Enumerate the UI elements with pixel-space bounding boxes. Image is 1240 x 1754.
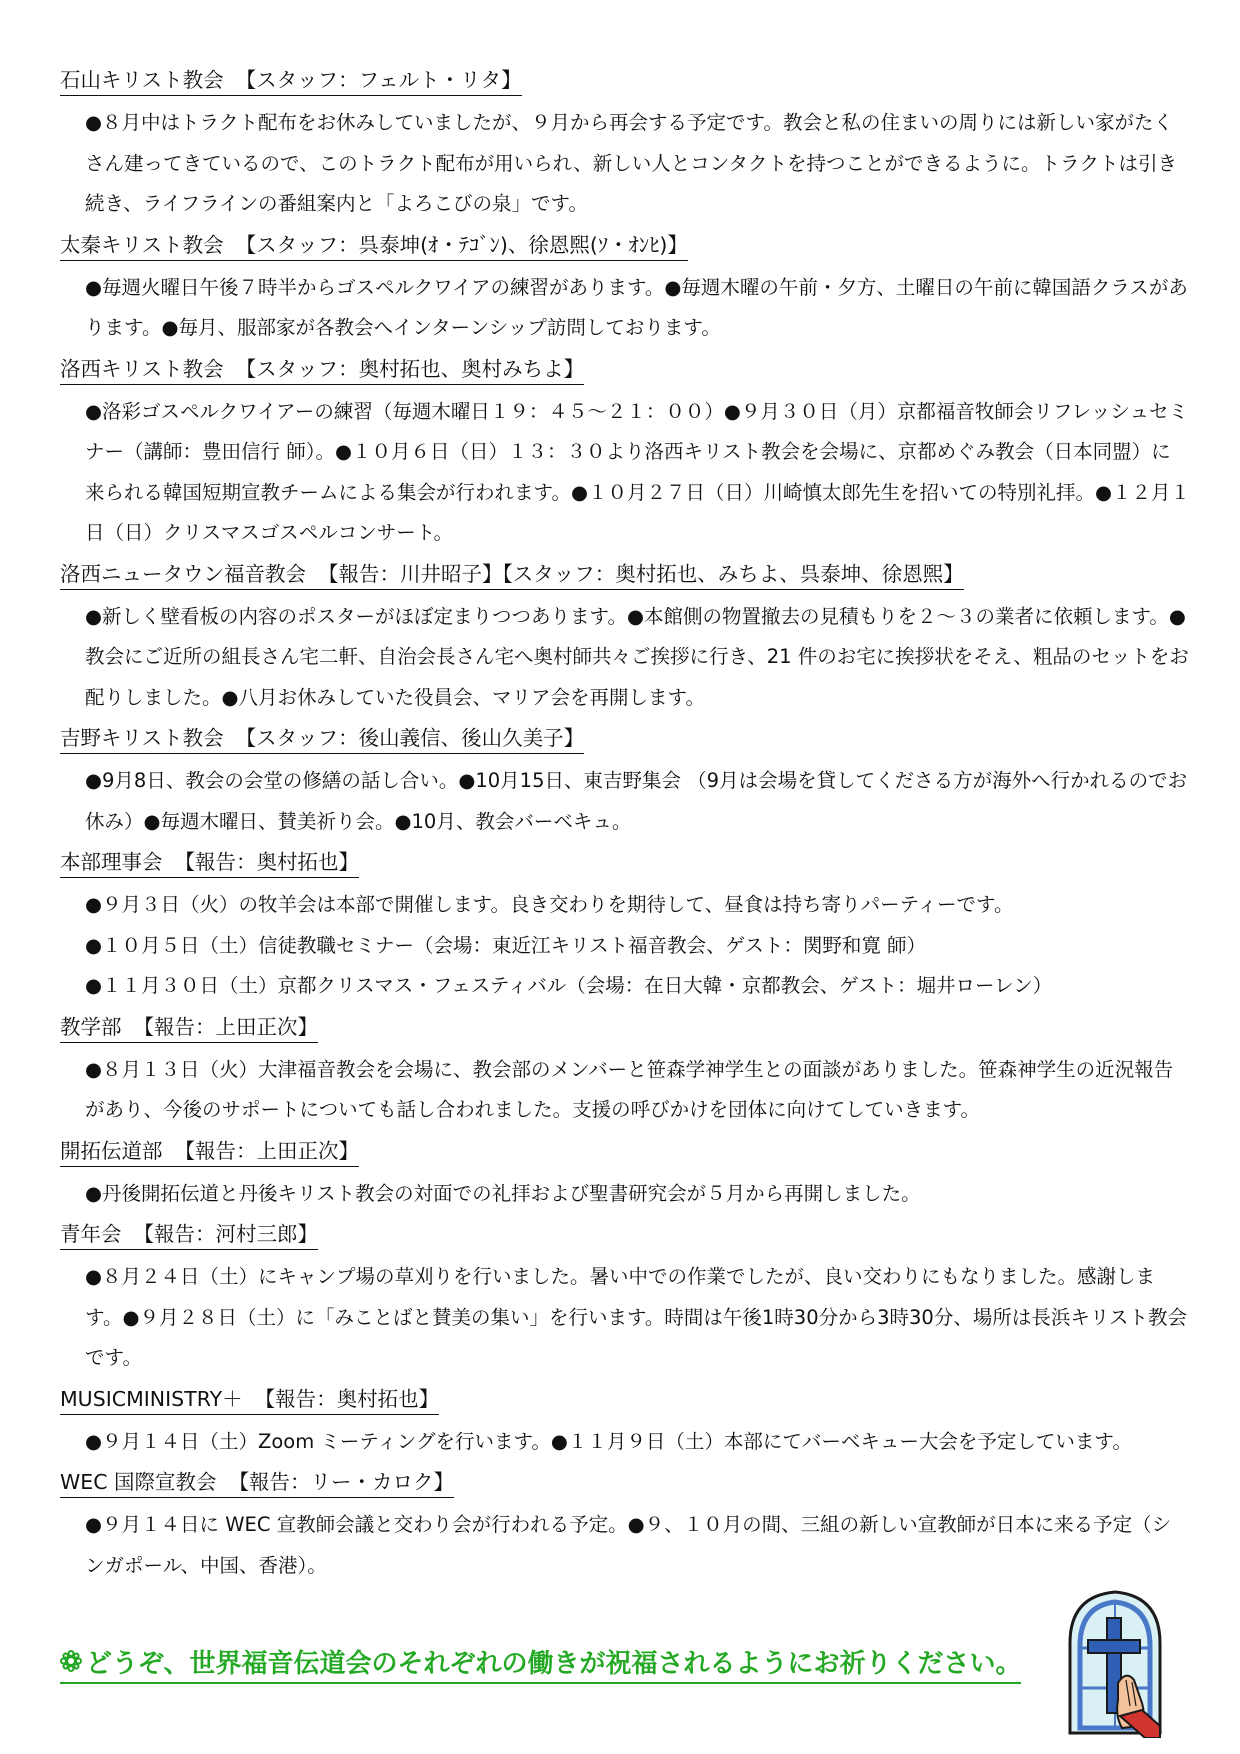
section-body: ●新しく壁看板の内容のポスターがほぼ定まりつつあります。●本館側の物置撤去の見積もりを２～３の業者に依頼します。●教会にご近所の組長さん宅二軒、自治会長さん宅へ奥村師共々ご挨拶に行き、21 件のお宅に挨拶状をそえ、粗品のセットをお配りしました。●八月お休みしていた役員会、マリア会を再開します。	[85, 604, 1189, 709]
section-heading	[60, 355, 584, 385]
footer-text: どうぞ、世界福音伝道会のそれぞれの働きが祝福されるようにお祈りください。	[86, 1649, 1022, 1679]
org-name: 吉野キリスト教会	[60, 726, 224, 750]
section-heading	[60, 1220, 318, 1250]
flower-icon	[60, 1649, 82, 1679]
section-body	[60, 885, 1190, 1007]
section-youth	[60, 1220, 1190, 1379]
section-body: ●洛彩ゴスペルクワイアーの練習（毎週木曜日１９：４５～２１：００）●９月３０日（月）京都福音牧師会リフレッシュセミナー（講師：豊田信行 師）。●１０月６日（日）１３：３０より洛西キリスト教会を会場に、京都めぐみ教会（日本同盟）に来られる韓国短期宣教チームによる集会が行われます。●１０月２７日（日）川崎慎太郎先生を招いての特別礼拝。●１２月１日（日）クリスマスゴスペルコンサート。	[85, 399, 1190, 544]
section-body: ●９月１４日に WEC 宣教師会議と交わり会が行われる予定。●９、１０月の間、三組の新しい宣教師が日本に来る予定（シンガポール、中国、香港）。	[85, 1513, 1172, 1577]
staff-bracket: 【報告：奥村拓也】	[174, 850, 359, 874]
section-heading	[60, 231, 688, 261]
body-line: ●１０月５日（土）信徒教職セミナー（会場：東近江キリスト福音教会、ゲスト：関野和寛 師）	[85, 933, 927, 957]
staff-bracket: 【スタッフ：後山義信、後山久美子】	[235, 726, 585, 750]
org-name: 開拓伝道部	[60, 1138, 163, 1163]
section-wec	[60, 1468, 1190, 1586]
section-music-ministry	[60, 1385, 1190, 1463]
org-name: 教学部	[60, 1014, 122, 1039]
staff-bracket: 【スタッフ：呉泰坤(ｵ・ﾃｺﾞﾝ)、徐恩煕(ｿ・ｵﾝﾋ)】	[235, 232, 688, 257]
section-yoshino	[60, 724, 1190, 842]
section-heading	[60, 560, 964, 590]
staff-bracket: 【報告：上田正次】	[133, 1014, 318, 1039]
section-body: ●８月中はトラクト配布をお休みしていましたが、９月から再会する予定です。教会と私の住まいの周りには新しい家がたくさん建ってきているので、このトラクト配布が用いられ、新しい人とコンタクトを持つことができるように。トラクトは引き続き、ライフラインの番組案内と「よろこびの泉」です。	[85, 111, 1178, 215]
org-name: 石山キリスト教会	[60, 68, 224, 92]
section-pioneer-evangelism	[60, 1137, 1190, 1215]
section-heading	[60, 724, 584, 754]
section-heading	[60, 1468, 454, 1498]
org-name: 本部理事会	[60, 850, 163, 874]
newsletter-page	[60, 66, 1190, 1586]
section-heading	[60, 848, 359, 878]
staff-bracket: 【スタッフ：フェルト・リタ】	[235, 68, 522, 92]
section-body: ●丹後開拓伝道と丹後キリスト教会の対面での礼拝および聖書研究会が５月から再開しました。	[85, 1181, 921, 1205]
section-rakusai	[60, 355, 1190, 554]
section-body: ●８月２４日（土）にキャンプ場の草刈りを行いました。暑い中での作業でしたが、良い交わりにもなりました。感謝します。●９月２８日（土）に「みことばと賛美の集い」を行います。時間は午後1時30分から3時30分、場所は長浜キリスト教会です。	[85, 1265, 1187, 1369]
section-heading	[60, 1137, 359, 1167]
section-rakusai-newtown	[60, 560, 1190, 719]
org-name: WEC 国際宣教会	[60, 1470, 217, 1494]
section-body: ●９月１４日（土）Zoom ミーティングを行います。●１１月９日（土）本部にてバーベキュー大会を予定しています。	[85, 1429, 1132, 1453]
staff-bracket: 【報告：川井昭子】【スタッフ：奥村拓也、みちよ、呉泰坤、徐恩煕】	[318, 561, 964, 586]
section-ishiyama	[60, 66, 1190, 225]
section-body: ●毎週火曜日午後７時半からゴスペルクワイアの練習があります。●毎週木曜の午前・夕方、土曜日の午前に韓国語クラスがあります。●毎月、服部家が各教会へインターンシップ訪問しております。	[85, 275, 1188, 339]
section-uzumasa	[60, 231, 1190, 349]
section-heading	[60, 1013, 318, 1043]
org-name: 青年会	[60, 1222, 122, 1246]
org-name: 太秦キリスト教会	[60, 232, 224, 257]
body-line: ●１１月３０日（土）京都クリスマス・フェスティバル（会場：在日大韓・京都教会、ゲスト：堀井ローレン）	[85, 974, 1053, 997]
org-name: 洛西キリスト教会	[60, 356, 224, 381]
staff-bracket: 【報告：リー・カロク】	[228, 1470, 455, 1494]
closing-prayer	[60, 1643, 1021, 1684]
section-heading	[60, 66, 522, 96]
org-name: 洛西ニュータウン福音教会	[60, 561, 306, 586]
staff-bracket: 【スタッフ：奥村拓也、奥村みちよ】	[235, 356, 585, 381]
section-heading	[60, 1385, 439, 1415]
section-body: ●9月8日、教会の会堂の修繕の話し合い。●10月15日、東吉野集会 （9月は会場を貸してくださる方が海外へ行かれるのでお休み）●毎週木曜日、賛美祈り会。●10月、教会バーベキュ。	[85, 769, 1188, 833]
stained-glass-cross-icon	[1060, 1588, 1170, 1738]
section-headquarters-board	[60, 848, 1190, 1007]
staff-bracket: 【報告：河村三郎】	[133, 1222, 318, 1246]
section-education	[60, 1013, 1190, 1131]
org-name: MUSICMINISTRY＋	[60, 1386, 243, 1411]
section-body: ●８月１３日（火）大津福音教会を会場に、教会部のメンバーと笹森学神学生との面談がありました。笹森神学生の近況報告があり、今後のサポートについても話し合われました。支援の呼びかけを団体に向けてしていきます。	[85, 1057, 1174, 1121]
body-line: ●９月３日（火）の牧羊会は本部で開催します。良き交わりを期待して、昼食は持ち寄りパーティーです。	[85, 893, 1014, 916]
staff-bracket: 【報告：奥村拓也】	[254, 1386, 440, 1411]
staff-bracket: 【報告：上田正次】	[174, 1138, 359, 1163]
